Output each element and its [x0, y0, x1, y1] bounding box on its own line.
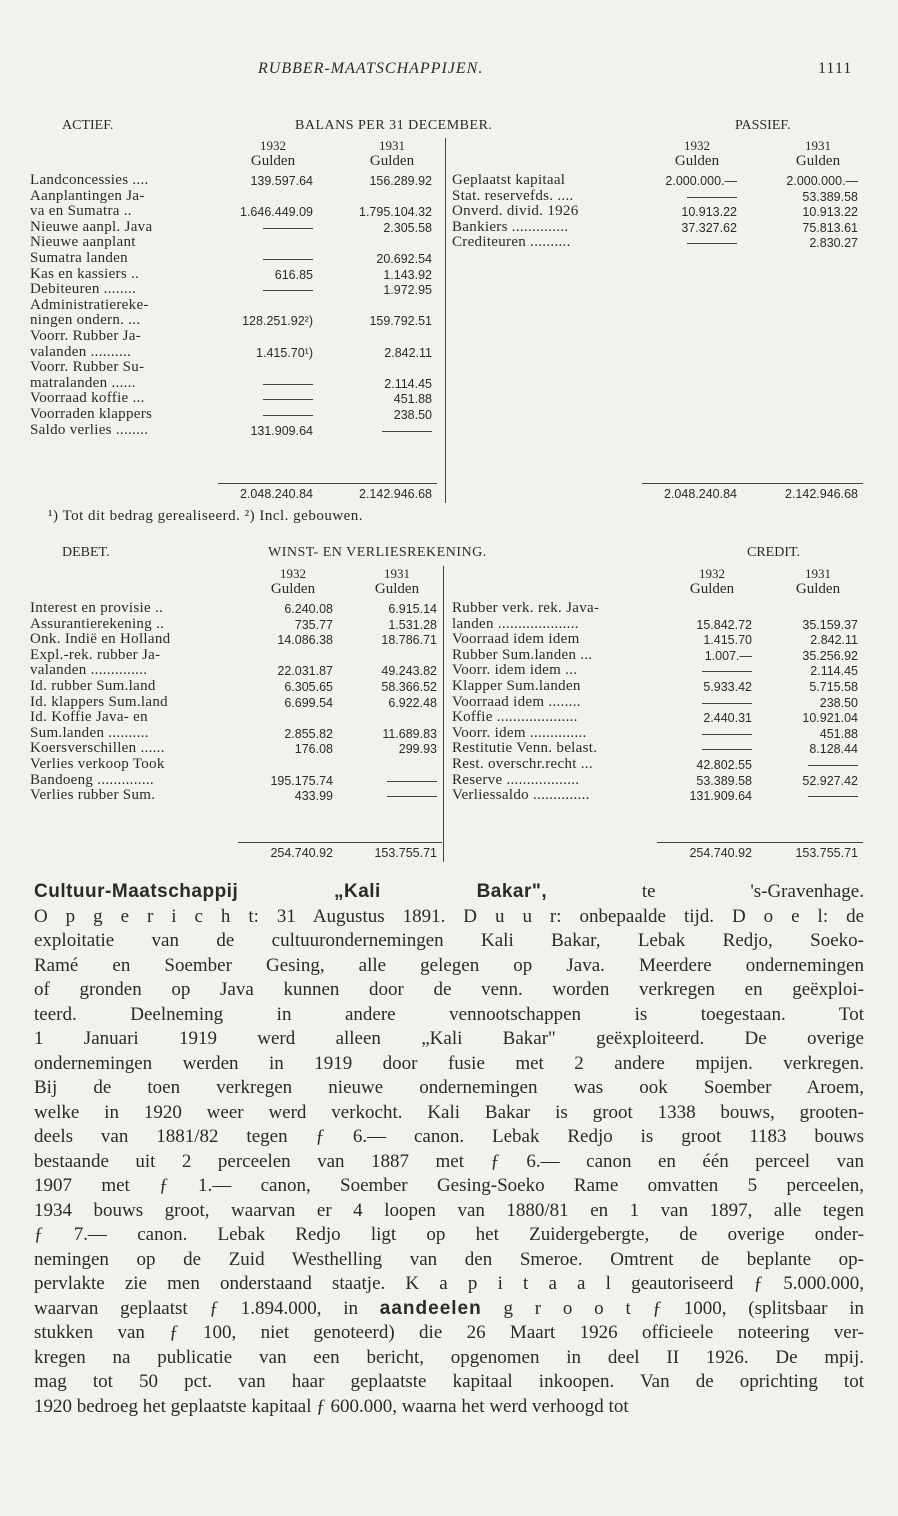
- left-row-1932: 616.85: [274, 267, 313, 282]
- left-row-1932: 22.031.87: [277, 664, 333, 679]
- left-row-label: Expl.-rek. rubber Ja-: [30, 646, 161, 663]
- center-divider: [443, 566, 444, 862]
- text-line: of gronden op Java kunnen door de venn. worden verkregen en geëxploi-: [34, 979, 864, 1000]
- center-divider: [445, 138, 446, 503]
- left-row-1932: 1.646.449.09: [240, 205, 313, 220]
- right-row-label: Verliessaldo ..............: [452, 787, 590, 804]
- left-row-1931: 299.93: [398, 742, 437, 757]
- text-line: teerd. Deelneming in andere vennootschappen is toegestaan. Tot: [34, 1003, 864, 1025]
- left-col-year: 1931: [384, 566, 410, 581]
- text-line: 1920 bedroeg het geplaatste kapitaal ƒ 600.000, waarna het werd verhoogd tot: [34, 1395, 629, 1417]
- left-row-1932: ————: [263, 408, 313, 422]
- left-col-unit: Gulden: [374, 581, 420, 597]
- left-row-1932: 139.597.64: [250, 174, 313, 188]
- left-row-1932: 6.305.65: [284, 680, 333, 694]
- left-row-1931: 156.289.92: [369, 174, 432, 188]
- text-line: Bij de toen verkregen nieuwe ondernemingen was ook Soember Aroem,: [34, 1077, 864, 1098]
- left-row-1931: 18.786.71: [381, 633, 437, 648]
- right-row-1931: 8.128.44: [809, 742, 858, 757]
- running-title: RUBBER-MAATSCHAPPIJEN.: [258, 60, 484, 77]
- left-row-label: Verlies rubber Sum.: [30, 787, 156, 804]
- right-row-label: Crediteuren ..........: [452, 234, 571, 251]
- left-row-1931: 2.114.45: [384, 376, 432, 391]
- left-row-1932: 433.99: [294, 789, 333, 804]
- left-row-1932: 14.086.38: [277, 633, 333, 648]
- left-row-label: Voorraad koffie ...: [30, 390, 145, 407]
- right-row-1932: 37.327.62: [681, 220, 737, 235]
- left-row-label: Voorr. Rubber Ja-: [30, 328, 142, 344]
- right-row-1932: ————: [702, 726, 752, 741]
- right-total-1932: 2.048.240.84: [664, 487, 737, 501]
- company-heading-line: [34, 880, 864, 905]
- left-row-label: Debiteuren ........: [30, 281, 137, 298]
- left-row-1932: ————: [263, 252, 313, 266]
- left-row-1932: 735.77: [294, 617, 333, 632]
- right-row-1931: ————: [808, 789, 858, 804]
- company-description: [34, 880, 864, 1419]
- left-total-rule: [218, 483, 437, 484]
- left-row-1931: 11.689.83: [382, 726, 437, 741]
- left-row-label: valanden ..............: [30, 662, 148, 679]
- left-total-1932: 2.048.240.84: [240, 487, 313, 501]
- left-row-label: Interest en provisie ..: [30, 600, 164, 616]
- right-row-1931: 75.813.61: [802, 220, 858, 235]
- left-row-label: Assurantierekening ..: [30, 615, 165, 632]
- right-row-label: Voorr. idem ..............: [452, 724, 587, 741]
- left-row-label: Verlies verkoop Took: [30, 756, 165, 772]
- right-row-label: landen ....................: [452, 615, 579, 632]
- right-row-label: Restitutie Venn. belast.: [452, 740, 598, 757]
- left-row-1931: 58.366.52: [381, 680, 437, 694]
- right-col-unit: Gulden: [674, 153, 720, 169]
- left-total-1931: 153.755.71: [374, 846, 437, 860]
- right-row-1931: 238.50: [819, 695, 858, 710]
- left-total-1932: 254.740.92: [270, 846, 333, 860]
- right-row-label: Voorr. idem idem ...: [452, 662, 578, 679]
- left-row-1931: 49.243.82: [381, 664, 437, 679]
- left-row-1931: 6.915.14: [388, 602, 437, 616]
- text-line: Ramé en Soember Gesing, alle gelegen op Java. Meerdere ondernemingen: [34, 954, 864, 976]
- left-row-1932: 128.251.92²): [242, 314, 313, 329]
- right-total-rule: [657, 842, 863, 843]
- right-row-1932: 1.415.70: [703, 633, 752, 648]
- text-fragment: waarvan geplaatst ƒ 1.894.000, in: [34, 1297, 380, 1319]
- left-row-label: Administratiereke-: [30, 296, 149, 313]
- left-row-label: Onk. Indië en Holland: [30, 631, 171, 648]
- left-row-1932: 2.855.82: [284, 726, 333, 741]
- left-col-year: 1931: [379, 138, 405, 153]
- left-row-label: Id. Koffie Java- en: [30, 709, 148, 726]
- right-row-1932: 15.842.72: [696, 617, 752, 632]
- left-row-1931: 451.88: [393, 392, 432, 407]
- right-row-label: Rubber verk. rek. Java-: [452, 600, 600, 616]
- left-row-1932: ————: [263, 376, 313, 391]
- left-row-label: valanden ..........: [30, 343, 132, 360]
- right-row-label: Stat. reservefds. ....: [452, 187, 574, 204]
- passief-heading: PASSIEF.: [735, 118, 791, 133]
- left-row-1931: ————: [387, 773, 437, 788]
- left-row-label: Voorraden klappers: [30, 406, 153, 422]
- left-row-1932: 6.240.08: [284, 602, 333, 616]
- left-row-label: Sum.landen ..........: [30, 724, 149, 741]
- right-total-rule: [642, 483, 863, 484]
- right-row-1932: 53.389.58: [696, 773, 752, 788]
- right-total-1931: 153.755.71: [795, 846, 858, 860]
- right-row-1932: 1.007.—: [704, 648, 752, 663]
- debet-heading: DEBET.: [62, 545, 110, 560]
- right-row-1931: 52.927.42: [802, 773, 858, 788]
- balance-footnote: ¹) Tot dit bedrag gerealiseerd. ²) Incl. gebouwen.: [48, 508, 364, 524]
- profit-loss-title: WINST- EN VERLIESREKENING.: [268, 545, 487, 560]
- left-col-unit: Gulden: [369, 153, 415, 169]
- right-col-unit: Gulden: [795, 581, 841, 597]
- left-row-label: Aanplantingen Ja-: [30, 187, 145, 204]
- page-number: 1111: [818, 60, 853, 77]
- left-col-year: 1932: [280, 566, 306, 581]
- left-row-label: Saldo verlies ........: [30, 421, 149, 438]
- right-row-1932: 131.909.64: [689, 789, 752, 804]
- right-row-1931: 35.256.92: [802, 648, 858, 663]
- right-row-1932: 10.913.22: [681, 205, 737, 220]
- right-row-label: Voorraad idem idem: [452, 631, 580, 648]
- right-row-1931: 53.389.58: [802, 189, 858, 204]
- text-fragment: g r o o t ƒ 1000, (splitsbaar in: [481, 1297, 865, 1319]
- text-line: mag tot 50 pct. van haar geplaatste kapitaal inkoopen. Van de oprichting tot: [34, 1371, 864, 1392]
- text-line: pervlakte zie men onderstaand staatje. K a p i t a a l geautoriseerd ƒ 5.000.000,: [34, 1273, 864, 1294]
- text-line: nemingen op de Zuid Westhelling van den Smeroe. Omtrent de beplante op-: [34, 1248, 864, 1270]
- left-row-label: Bandoeng ..............: [30, 771, 154, 788]
- right-row-1931: 2.000.000.—: [786, 174, 858, 188]
- right-row-label: Klapper Sum.landen: [452, 678, 581, 694]
- left-row-1932: 131.909.64: [250, 423, 313, 438]
- left-row-1931: 1.531.28: [388, 617, 437, 632]
- left-row-1931: 1.972.95: [383, 283, 432, 298]
- left-row-1931: 2.842.11: [384, 345, 432, 360]
- text-line: welke in 1920 weer werd verkocht. Kali Bakar is groot 1338 bouws, grooten-: [34, 1101, 864, 1123]
- left-row-label: Id. rubber Sum.land: [30, 678, 156, 694]
- left-row-label: Id. klappers Sum.land: [30, 693, 168, 710]
- text-line: ƒ 7.— canon. Lebak Redjo ligt op het Zuidergebergte, de overige onder-: [34, 1224, 864, 1245]
- left-row-1931: 159.792.51: [369, 314, 432, 329]
- text-line: exploitatie van de cultuurondernemingen Kali Bakar, Lebak Redjo, Soeko-: [34, 930, 864, 951]
- right-row-1931: 2.114.45: [810, 664, 858, 679]
- right-row-1931: ————: [808, 758, 858, 772]
- right-row-label: Rest. overschr.recht ...: [452, 756, 593, 772]
- left-row-label: Landconcessies ....: [30, 172, 149, 188]
- right-row-1931: 10.921.04: [802, 711, 858, 726]
- right-row-label: Onverd. divid. 1926: [452, 203, 579, 220]
- text-line: 1 Januari 1919 werd alleen „Kali Bakar" geëxploiteerd. De overige: [34, 1028, 864, 1049]
- left-row-label: Nieuwe aanplant: [30, 234, 136, 251]
- right-row-1931: 10.913.22: [802, 205, 858, 220]
- left-col-unit: Gulden: [270, 581, 316, 597]
- right-row-1932: 2.000.000.—: [665, 174, 737, 188]
- aandeelen-line: [34, 1297, 864, 1322]
- left-row-1931: 1.795.104.32: [359, 205, 432, 220]
- right-row-label: Reserve ..................: [452, 771, 580, 788]
- text-line: kregen na publicatie van een bericht, opgenomen in deel II 1926. De mpij.: [34, 1346, 864, 1368]
- left-row-1932: ————: [263, 283, 313, 298]
- right-row-1932: 2.440.31: [703, 711, 752, 726]
- right-row-1932: ————: [702, 664, 752, 679]
- right-row-label: Koffie ....................: [452, 709, 578, 726]
- text-line: 1934 bouws groot, waarvan er 4 loopen van 1880/81 en 1 van 1897, alle tegen: [34, 1199, 864, 1221]
- left-row-label: Nieuwe aanpl. Java: [30, 218, 153, 235]
- left-row-1931: 20.692.54: [376, 252, 432, 266]
- left-row-1932: 1.415.70¹): [256, 345, 313, 360]
- right-total-1932: 254.740.92: [689, 846, 752, 860]
- left-total-rule: [238, 842, 442, 843]
- left-col-unit: Gulden: [250, 153, 296, 169]
- left-row-1932: 195.175.74: [270, 773, 333, 788]
- text-line: te 's-Gravenhage.: [547, 881, 864, 902]
- aandeelen-word: aandeelen: [379, 1297, 482, 1319]
- right-row-1932: ————: [702, 742, 752, 757]
- right-row-1932: 5.933.42: [703, 680, 752, 694]
- left-row-label: matralanden ......: [30, 374, 136, 391]
- left-row-1931: 238.50: [393, 408, 432, 422]
- left-row-1931: 2.305.58: [383, 220, 432, 235]
- right-col-year: 1931: [805, 566, 831, 581]
- left-row-1931: 1.143.92: [383, 267, 432, 282]
- right-row-1932: 42.802.55: [696, 758, 752, 772]
- left-row-1932: ————: [263, 392, 313, 407]
- right-row-1931: 2.830.27: [809, 236, 858, 251]
- credit-heading: CREDIT.: [747, 545, 801, 560]
- text-line: O p g e r i c h t: 31 Augustus 1891. D u u r: onbepaalde tijd. D o e l: de: [34, 905, 864, 927]
- right-row-1931: 2.842.11: [810, 633, 858, 648]
- text-line: 1907 met ƒ 1.— canon, Soember Gesing-Soeko Rame omvatten 5 perceelen,: [34, 1175, 864, 1196]
- right-row-1932: ————: [687, 189, 737, 204]
- left-row-label: Sumatra landen: [30, 250, 128, 266]
- left-total-1931: 2.142.946.68: [359, 487, 432, 501]
- text-line: ondernemingen werden in 1919 door fusie met 2 andere mpijen. verkregen.: [34, 1052, 864, 1074]
- right-row-1932: ————: [702, 695, 752, 710]
- left-row-1931: ————: [382, 423, 432, 438]
- text-line: bestaande uit 2 perceelen van 1887 met ƒ 6.— canon en één perceel van: [34, 1150, 864, 1172]
- right-row-label: Rubber Sum.landen ...: [452, 646, 593, 663]
- right-row-1931: 35.159.37: [802, 617, 858, 632]
- right-row-label: Geplaatst kapitaal: [452, 172, 566, 188]
- left-row-label: ningen ondern. ...: [30, 312, 141, 329]
- left-row-label: Koersverschillen ......: [30, 740, 165, 757]
- left-row-1932: ————: [263, 220, 313, 235]
- left-row-1931: 6.922.48: [388, 695, 437, 710]
- left-col-year: 1932: [260, 138, 286, 153]
- right-row-label: Bankiers ..............: [452, 218, 569, 235]
- right-col-year: 1932: [699, 566, 725, 581]
- right-total-1931: 2.142.946.68: [785, 487, 858, 501]
- left-row-1932: 6.699.54: [284, 695, 333, 710]
- right-row-label: Voorraad idem ........: [452, 693, 581, 710]
- right-col-unit: Gulden: [689, 581, 735, 597]
- company-name: Cultuur-Maatschappij „Kali Bakar",: [34, 881, 548, 902]
- actief-heading: ACTIEF.: [62, 118, 114, 133]
- right-col-unit: Gulden: [795, 153, 841, 169]
- left-row-1931: ————: [387, 789, 437, 804]
- right-row-1931: 5.715.58: [809, 680, 858, 694]
- text-line: deels van 1881/82 tegen ƒ 6.— canon. Lebak Redjo is groot 1183 bouws: [34, 1126, 864, 1147]
- right-col-year: 1931: [805, 138, 831, 153]
- left-row-label: va en Sumatra ..: [30, 203, 132, 220]
- left-row-1932: 176.08: [294, 742, 333, 757]
- right-row-1932: ————: [687, 236, 737, 251]
- text-line: stukken van ƒ 100, niet genoteerd) die 26 Maart 1926 officieele noteering ver-: [34, 1322, 864, 1343]
- right-row-1931: 451.88: [819, 726, 858, 741]
- right-col-year: 1932: [684, 138, 710, 153]
- left-row-label: Voorr. Rubber Su-: [30, 359, 145, 376]
- balance-title: BALANS PER 31 DECEMBER.: [295, 118, 493, 133]
- left-row-label: Kas en kassiers ..: [30, 265, 140, 282]
